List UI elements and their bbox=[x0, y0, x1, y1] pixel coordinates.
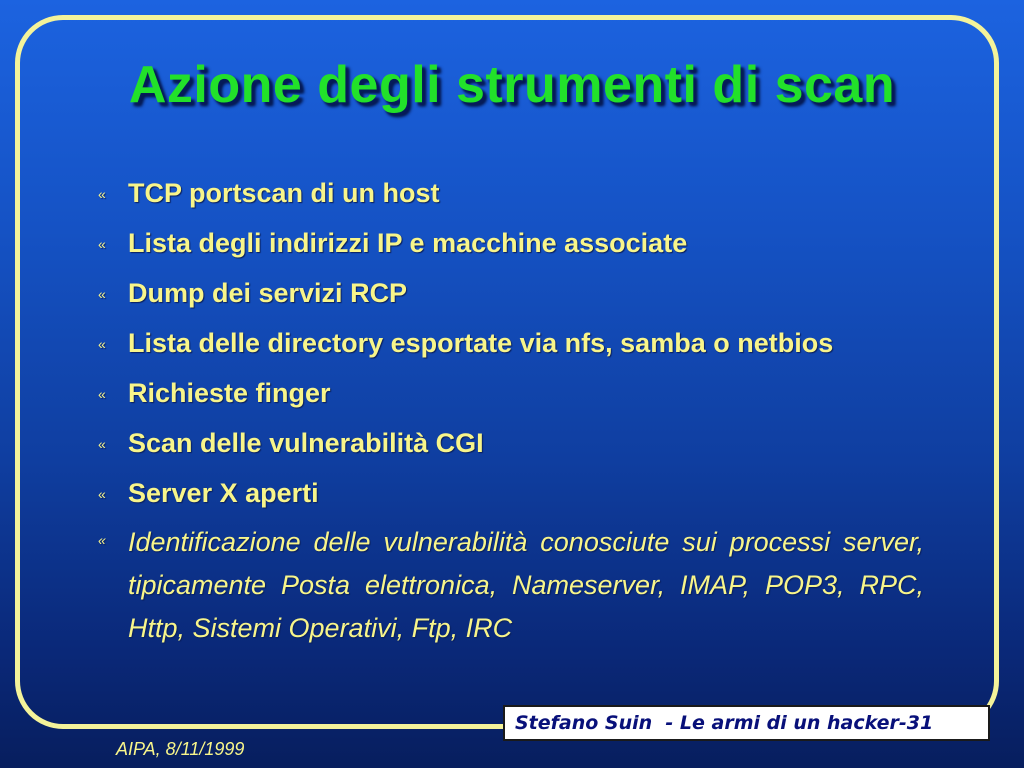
bullet-text: Richieste finger bbox=[128, 378, 331, 408]
bullet-text: Dump dei servizi RCP bbox=[128, 278, 408, 308]
author-footer-box: Stefano Suin - Le armi di un hacker-31 bbox=[503, 705, 990, 741]
list-item bbox=[98, 175, 924, 211]
double-chevron-left-icon: « bbox=[98, 386, 106, 402]
list-item bbox=[98, 325, 924, 361]
bullet-list bbox=[98, 175, 924, 664]
bullet-text: TCP portscan di un host bbox=[128, 178, 440, 208]
bullet-text: Lista degli indirizzi IP e macchine associate bbox=[128, 228, 688, 258]
double-chevron-left-icon: « bbox=[98, 286, 106, 302]
double-chevron-left-icon: « bbox=[98, 186, 106, 202]
list-item bbox=[98, 425, 924, 461]
double-chevron-left-icon: « bbox=[98, 486, 106, 502]
list-item bbox=[98, 475, 924, 511]
bullet-text: Scan delle vulnerabilità CGI bbox=[128, 428, 484, 458]
date-footer: AIPA, 8/11/1999 bbox=[116, 739, 245, 759]
list-item bbox=[98, 375, 924, 411]
bullet-text: Identificazione delle vulnerabilità conosciute sui processi server, tipicamente Posta elettronica, Nameserver, IMAP, POP3, RPC, Http, Sistemi Operativi, Ftp, IRC bbox=[128, 527, 924, 643]
bullet-text: Lista delle directory esportate via nfs, samba o netbios bbox=[128, 328, 834, 358]
list-item bbox=[98, 275, 924, 311]
double-chevron-left-icon: « bbox=[98, 436, 106, 452]
bullet-text: Server X aperti bbox=[128, 478, 319, 508]
double-chevron-left-icon: « bbox=[98, 532, 106, 548]
list-item bbox=[98, 521, 924, 650]
double-chevron-left-icon: « bbox=[98, 236, 106, 252]
list-item bbox=[98, 225, 924, 261]
slide-title: Azione degli strumenti di scan bbox=[128, 56, 896, 114]
double-chevron-left-icon: « bbox=[98, 336, 106, 352]
